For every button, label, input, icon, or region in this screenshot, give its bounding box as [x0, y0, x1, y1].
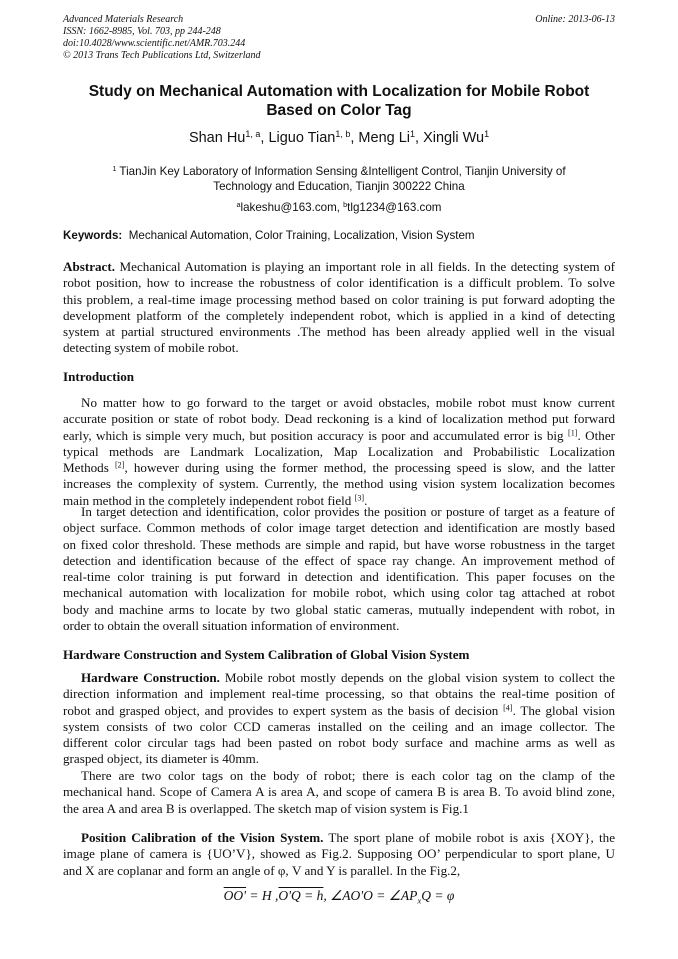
- text-line: system consists of two color CCD cameras installed on the ceiling and an image collector. The: [63, 718, 615, 734]
- author: [423, 130, 489, 146]
- online-date: Online: 2013-06-13: [535, 14, 615, 25]
- text-line: [63, 830, 615, 846]
- email-sup: b: [343, 200, 348, 210]
- run-in-heading: Hardware Construction.: [81, 670, 220, 685]
- formula-sub: x: [417, 895, 422, 906]
- affil-sup: 1: [112, 164, 117, 174]
- heading-introduction: Introduction: [63, 369, 135, 384]
- text-line: [63, 670, 615, 686]
- author-name: Xingli Wu: [423, 130, 485, 146]
- journal-name: Advanced Materials Research: [63, 14, 184, 25]
- author-name: Meng Li: [358, 130, 411, 146]
- citation[interactable]: [3]: [354, 493, 365, 503]
- authors: [0, 130, 678, 146]
- author: [358, 130, 423, 146]
- intro-paragraph: [63, 504, 615, 634]
- text-line: [63, 703, 615, 719]
- text-line: mechanical automation with localization for mobile robot, which using color tag attached at robot: [63, 585, 615, 601]
- text-line: accurate position or state of robot body. Dead reckoning is a kind of localization method put forward: [63, 411, 615, 427]
- text-line: different color circular tags had been pasted on robot body surface and machine arms as well as: [63, 735, 615, 750]
- affil-line: TianJin Key Laboratory of Information Sensing &Intelligent Control, Tianjin University of: [116, 165, 566, 178]
- text-line: increases the complexity of system. Currently, the method using vision system localization becomes: [63, 476, 615, 492]
- paper-title: [0, 82, 678, 120]
- author-name: Shan Hu: [188, 130, 246, 146]
- text-run: early, which is simple very much, but position accuracy is poor and accumulated error is big: [63, 427, 568, 443]
- text-line: grasped object, its diameter is 40mm.: [63, 751, 259, 767]
- sep: ,: [350, 130, 359, 146]
- text-line: system at partial structured environments .The method has been already applied well in the visual: [63, 324, 615, 339]
- text-line: this problem, a real-time image processing method based on color training is put forward adopting the: [63, 291, 615, 307]
- issn: ISSN: 1662-8985, Vol. 703, pp 244-248: [63, 26, 221, 37]
- author-name: Liguo Tian: [268, 130, 336, 146]
- text-line: order to obtain the overall situation information of environment.: [63, 617, 400, 633]
- formula-part: OO': [223, 888, 247, 903]
- text-run: main method in the completely independent robot field: [63, 492, 355, 508]
- formula: [0, 888, 678, 906]
- email-sup: a: [236, 200, 241, 210]
- email-link[interactable]: tlg1234@163.com: [347, 201, 442, 214]
- author: [189, 130, 269, 146]
- copyright: © 2013 Trans Tech Publications Ltd, Switzerland: [63, 50, 261, 61]
- text-line: typical methods are Landmark Localization, Map Localization and Probabilistic Localization: [63, 443, 615, 459]
- citation[interactable]: [2]: [114, 460, 125, 470]
- title-line: Based on Color Tag: [266, 102, 412, 119]
- text-line: body and machine arms to locate by two global static cameras, mutually independent with robot, in: [63, 601, 615, 617]
- heading-hardware: Hardware Construction and System Calibration of Global Vision System: [63, 647, 470, 662]
- sep: ,: [415, 130, 424, 146]
- keywords: [63, 229, 475, 242]
- run-in-heading: Abstract.: [63, 259, 115, 274]
- text-line: and X are coplanar and form an angle of φ, V and Y is parallel. In the Fig.2,: [63, 862, 461, 878]
- sep: ,: [260, 130, 269, 146]
- email-link[interactable]: lakeshu@163.com,: [240, 201, 344, 214]
- hardware-paragraph: [63, 768, 615, 817]
- text-run: , however during using the former method, the processing speed is slow, and the latter: [124, 460, 615, 475]
- text-line: real-time color training is put forward in detection and identification. This paper focuses on the: [63, 569, 615, 584]
- text-run: . The global vision: [512, 702, 615, 718]
- author: [268, 130, 358, 146]
- formula-part: Q = φ: [421, 888, 455, 903]
- text-line: development platform of the completely independent robot, which is applied in a kind of detecting: [63, 307, 615, 323]
- text-run: The sport plane of mobile robot is axis {XOY}, the: [323, 830, 616, 845]
- text-line: In target detection and identification, color provides the position or posture of target as a feature of: [81, 504, 615, 519]
- citation[interactable]: [1]: [568, 428, 578, 438]
- text-run: robot and grasped object, and provides to expert system as the basis of decision: [63, 702, 504, 718]
- formula-part: O'Q = h: [278, 888, 324, 903]
- keywords-text: Mechanical Automation, Color Training, Localization, Vision System: [122, 229, 475, 242]
- run-in-heading: Position Calibration of the Vision System.: [81, 830, 324, 845]
- affil-line: Technology and Education, Tianjin 300222 China: [213, 180, 465, 193]
- abstract: [63, 259, 615, 357]
- author-sup: 1: [410, 129, 416, 140]
- emails: [0, 201, 678, 214]
- text-run: .: [364, 492, 368, 508]
- text-line: detecting system of mobile robot.: [63, 340, 239, 356]
- hardware-paragraph: [63, 670, 615, 768]
- text-run: Methods: [63, 460, 115, 475]
- text-line: direction information and implement real-time processing, so that obtains the real-time position of: [63, 686, 615, 702]
- author-sup: 1, a: [245, 129, 261, 140]
- author-sup: 1, b: [335, 129, 351, 140]
- keywords-label: Keywords:: [63, 229, 123, 242]
- text-line: on fixed color threshold. These methods are simple and rapid, but have worse robustness in the target: [63, 536, 615, 552]
- formula-part: , ∠AO'O = ∠AP: [323, 888, 418, 903]
- text-line: [63, 428, 615, 444]
- citation[interactable]: [4]: [503, 703, 513, 713]
- text-line: [63, 460, 615, 476]
- author-sup: 1: [484, 129, 490, 140]
- intro-paragraph: [63, 395, 615, 509]
- affiliation: [0, 164, 678, 194]
- text-line: mechanical hand. Scope of Camera A is area A, and scope of camera B is area B. To avoid blind zone,: [63, 784, 615, 800]
- text-line: There are two color tags on the body of robot; there is each color tag on the clamp of the: [81, 768, 615, 783]
- formula-part: = H ,: [249, 888, 279, 903]
- text-run: . Other: [577, 427, 615, 443]
- text-line: object surface. Common methods of color image target detection and identification are mostly based: [63, 520, 615, 536]
- calibration-paragraph: [63, 830, 615, 879]
- title-line: Study on Mechanical Automation with Localization for Mobile Robot: [88, 83, 590, 100]
- text-line: [63, 259, 615, 275]
- text-line: the area A and area B is overlapped. The sketch map of vision system is Fig.1: [63, 800, 469, 816]
- text-line: No matter how to go forward to the target or avoid obstacles, mobile robot must know current: [81, 395, 615, 410]
- text-line: robot position, how to increase the robustness of color identification is a difficult problem. To solve: [63, 275, 615, 291]
- text-line: detection and identification because of the effect of space ray change. An improvement method of: [63, 552, 615, 568]
- doi: doi:10.4028/www.scientific.net/AMR.703.244: [63, 38, 246, 49]
- text-run: Mechanical Automation is playing an important role in all fields. In the detecting system of: [115, 259, 615, 274]
- text-run: Mobile robot mostly depends on the global vision system to collect the: [219, 670, 615, 685]
- text-line: image plane of camera is {UO’V}, showed as Fig.2. Supposing OO’ perpendicular to sport plane, U: [63, 846, 615, 862]
